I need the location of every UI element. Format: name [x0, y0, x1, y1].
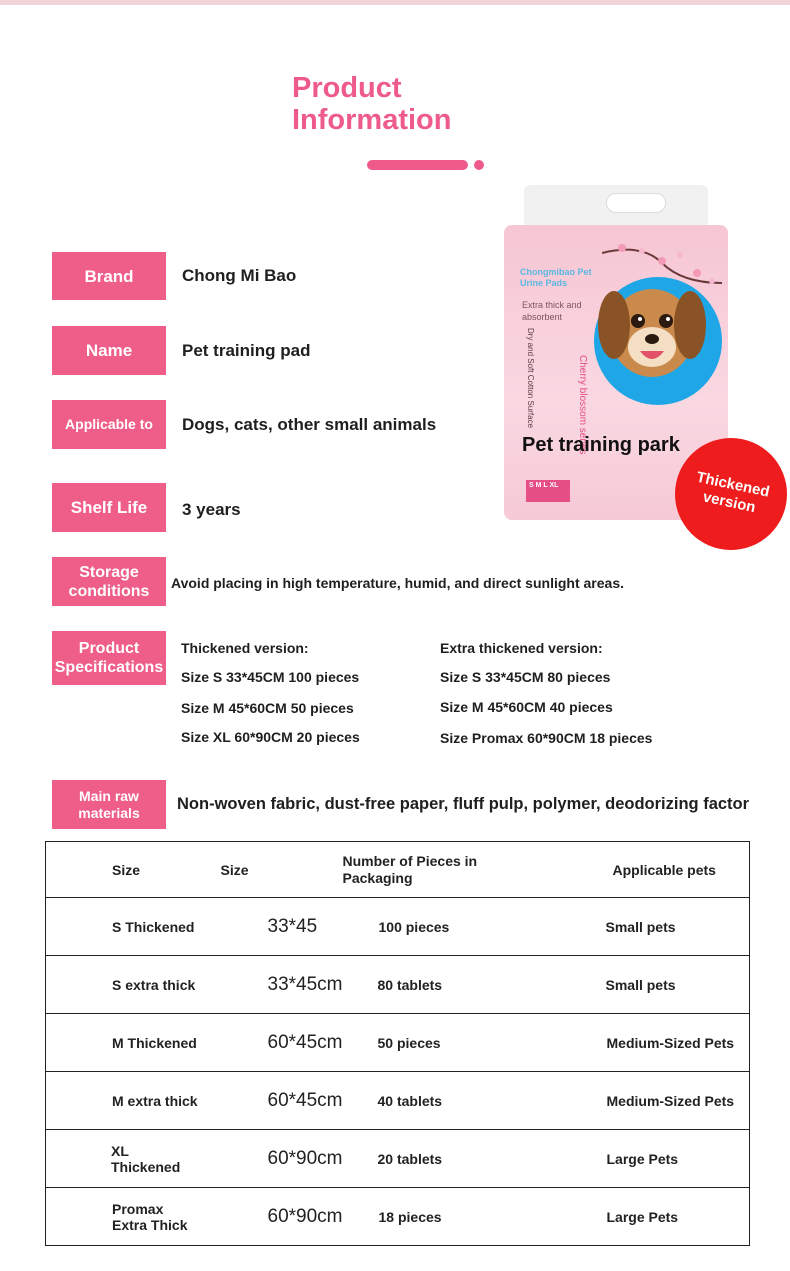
thickened-size-m: Size M 45*60CM 50 pieces [181, 700, 354, 716]
row-size: S extra thick [46, 956, 201, 1014]
extra-size-s: Size S 33*45CM 80 pieces [440, 669, 611, 685]
header-pets: Applicable pets [550, 842, 750, 898]
package-feature: Extra thick and absorbent [522, 300, 582, 322]
shelf-life-label: Shelf Life [52, 483, 166, 532]
row-dimension: 33*45cm [201, 956, 343, 1014]
table-row [46, 956, 750, 1014]
brand-label: Brand [52, 252, 166, 300]
title-dot [474, 160, 484, 170]
applicable-value: Dogs, cats, other small animals [182, 415, 437, 434]
row-pieces: 50 pieces [343, 1014, 550, 1072]
row-size: M extra thick [46, 1072, 201, 1130]
row-pieces: 18 pieces [343, 1188, 550, 1246]
brand-value: Chong Mi Bao [182, 266, 297, 285]
row-dimension: 60*90cm [201, 1188, 343, 1246]
row-pets: Large Pets [550, 1188, 750, 1246]
package-title: Pet training park [522, 434, 680, 456]
applicable-label: Applicable to [52, 400, 166, 449]
row-dimension: 33*45 [201, 898, 343, 956]
table-row [46, 1072, 750, 1130]
header-size: Size [46, 842, 201, 898]
row-pets: Large Pets [550, 1130, 750, 1188]
thickened-size-xl: Size XL 60*90CM 20 pieces [181, 729, 360, 745]
row-pieces: 40 tablets [343, 1072, 550, 1130]
thickened-heading: Thickened version: [181, 640, 309, 656]
top-divider [0, 0, 790, 5]
extra-heading: Extra thickened version: [440, 640, 603, 656]
package-sizes: S M L XL [526, 480, 570, 502]
size-table [45, 841, 750, 1246]
row-dimension: 60*45cm [201, 1014, 343, 1072]
row-pets: Medium-Sized Pets [550, 1072, 750, 1130]
table-row [46, 1188, 750, 1246]
row-dimension: 60*45cm [201, 1072, 343, 1130]
table-row [46, 1130, 750, 1188]
row-pets: Small pets [550, 956, 750, 1014]
row-size: XL Thickened [46, 1130, 201, 1188]
storage-value: Avoid placing in high temperature, humid, and direct sunlight areas. [171, 575, 624, 591]
page-title: Product Information [292, 72, 452, 136]
row-size: Promax Extra Thick [46, 1188, 201, 1246]
package-vertical-text: Dry and Soft Cotton Surface [526, 328, 535, 429]
name-value: Pet training pad [182, 341, 311, 360]
title-underline [367, 160, 468, 170]
header-pieces: Number of Pieces in Packaging [343, 842, 550, 898]
thickened-size-s: Size S 33*45CM 100 pieces [181, 669, 360, 685]
materials-label: Main raw materials [52, 780, 166, 829]
handle-hole [606, 193, 666, 213]
package-brand-line: Chongmibao Pet Urine Pads [520, 267, 592, 288]
materials-value: Non-woven fabric, dust-free paper, fluff pulp, polymer, deodorizing factor [177, 795, 750, 813]
row-pieces: 20 tablets [343, 1130, 550, 1188]
row-pieces: 80 tablets [343, 956, 550, 1014]
table-row [46, 898, 750, 956]
extra-size-m: Size M 45*60CM 40 pieces [440, 699, 613, 715]
table-header-row [46, 842, 750, 898]
storage-label: Storage conditions [52, 557, 166, 606]
row-size: M Thickened [46, 1014, 201, 1072]
row-size: S Thickened [46, 898, 201, 956]
row-pets: Medium-Sized Pets [550, 1014, 750, 1072]
table-row [46, 1014, 750, 1072]
row-pieces: 100 pieces [343, 898, 550, 956]
extra-size-promax: Size Promax 60*90CM 18 pieces [440, 730, 653, 746]
row-pets: Small pets [550, 898, 750, 956]
badge-text: Thickened version [694, 468, 772, 517]
row-dimension: 60*90cm [201, 1130, 343, 1188]
header-dimension: Size [201, 842, 343, 898]
package-series: Cherry blossom series [577, 355, 588, 455]
name-label: Name [52, 326, 166, 375]
shelf-life-value: 3 years [182, 500, 241, 519]
specifications-label: Product Specifications [52, 631, 166, 685]
